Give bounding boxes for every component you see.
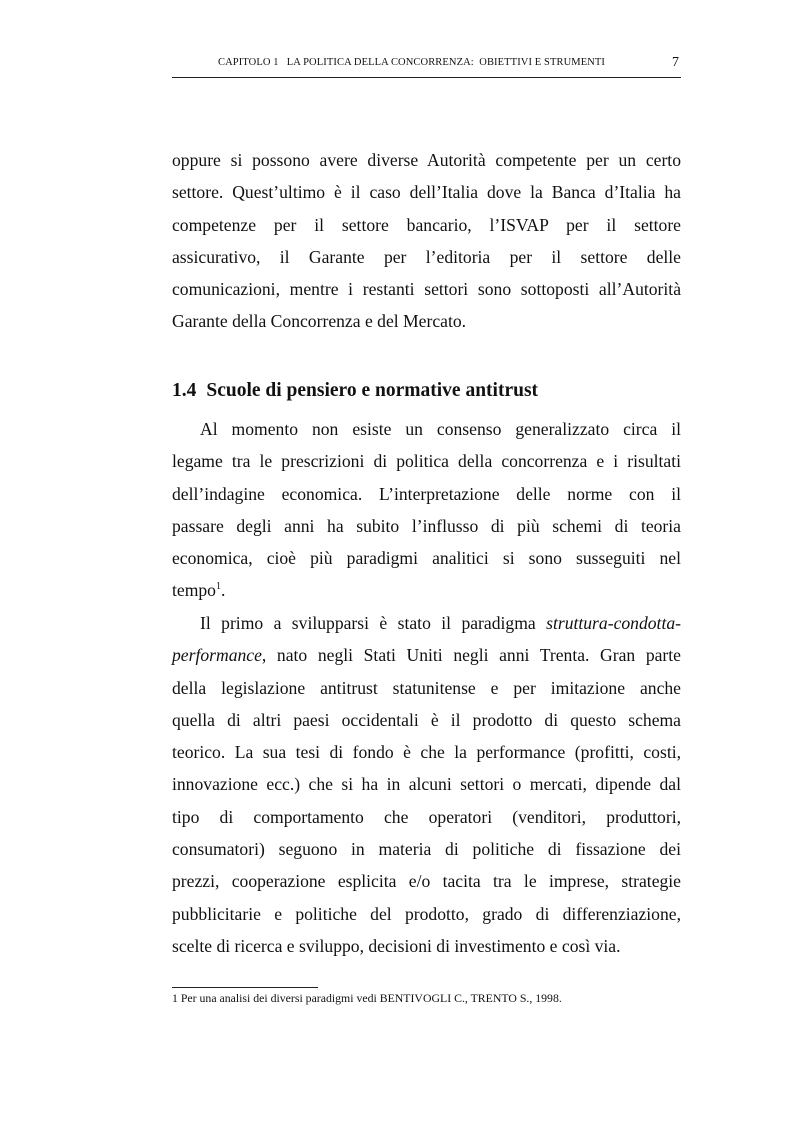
section-heading	[172, 380, 538, 402]
running-title: CAPITOLO 1 LA POLITICA DELLA CONCORRENZA: OBIETTIVI E STRUMENTI	[218, 57, 606, 68]
text-line: innovazione ecc.) che si ha in alcuni settori o mercati, dipende dal	[172, 774, 681, 795]
text-line: Al momento non esiste un consenso generalizzato circa il	[200, 419, 681, 439]
paragraph-3	[172, 607, 681, 962]
text-line: quella di altri paesi occidentali è il prodotto di questo schema	[172, 709, 681, 730]
word-tempo: tempo	[172, 580, 216, 601]
text-line: settore. Quest’ultimo è il caso dell’Italia dove la Banca d’Italia ha	[172, 182, 681, 203]
text-line: assicurativo, il Garante per l’editoria per il settore delle	[172, 246, 681, 267]
text-line: scelte di ricerca e sviluppo, decisioni di investimento e così via.	[172, 935, 621, 956]
section-title: Scuole di pensiero e normative antitrust	[206, 380, 539, 401]
paragraph-1	[172, 144, 681, 338]
text-line: comunicazioni, mentre i restanti settori sono sottoposti all’Autorità	[172, 279, 681, 300]
text-line: legame tra le prescrizioni di politica della concorrenza e i risultati	[172, 451, 681, 472]
section-number: 1.4	[172, 380, 197, 401]
text-line: pubblicitarie e politiche del prodotto, grado di differenziazione,	[172, 903, 681, 924]
text-line: dell’indagine economica. L’interpretazione delle norme con il	[172, 483, 681, 504]
paragraph-2	[172, 413, 681, 607]
text-line: economica, cioè più paradigmi analitici si sono susseguiti nel	[172, 548, 681, 569]
text-line: passare degli anni ha subito l’influsso di più schemi di teoria	[172, 515, 681, 536]
text-line	[172, 639, 681, 671]
footnote: 1 Per una analisi dei diversi paradigmi vedi BENTIVOGLI C., TRENTO S., 1998.	[172, 991, 562, 1005]
footnote-divider	[172, 987, 318, 988]
text-line-last	[172, 574, 681, 606]
text-line: oppure si possono avere diverse Autorità competente per un certo	[172, 150, 681, 170]
text-run: , nato negli Stati Uniti negli anni Trenta. Gran parte	[261, 645, 681, 666]
italic-term: struttura-condotta-	[546, 613, 681, 633]
text-run: Il primo a svilupparsi è stato il paradigma	[200, 613, 547, 633]
text-line: prezzi, cooperazione esplicita e/o tacita tra le imprese, strategie	[172, 871, 681, 892]
text-line: tipo di comportamento che operatori (venditori, produttori,	[172, 806, 681, 827]
period: .	[220, 580, 226, 601]
text-line: consumatori) seguono in materia di politiche di fissazione dei	[172, 839, 681, 860]
running-header	[172, 55, 681, 78]
text-line: Garante della Concorrenza e del Mercato.	[172, 311, 467, 332]
italic-term: performance	[172, 645, 262, 666]
text-line	[172, 607, 681, 639]
page-number: 7	[672, 55, 679, 70]
text-line: competenze per il settore bancario, l’ISVAP per il settore	[172, 214, 681, 235]
text-line: teorico. La sua tesi di fondo è che la performance (profitti, costi,	[172, 742, 681, 763]
text-line: della legislazione antitrust statunitense e per imitazione anche	[172, 677, 681, 698]
footnote-reference[interactable]: 1	[215, 581, 221, 593]
